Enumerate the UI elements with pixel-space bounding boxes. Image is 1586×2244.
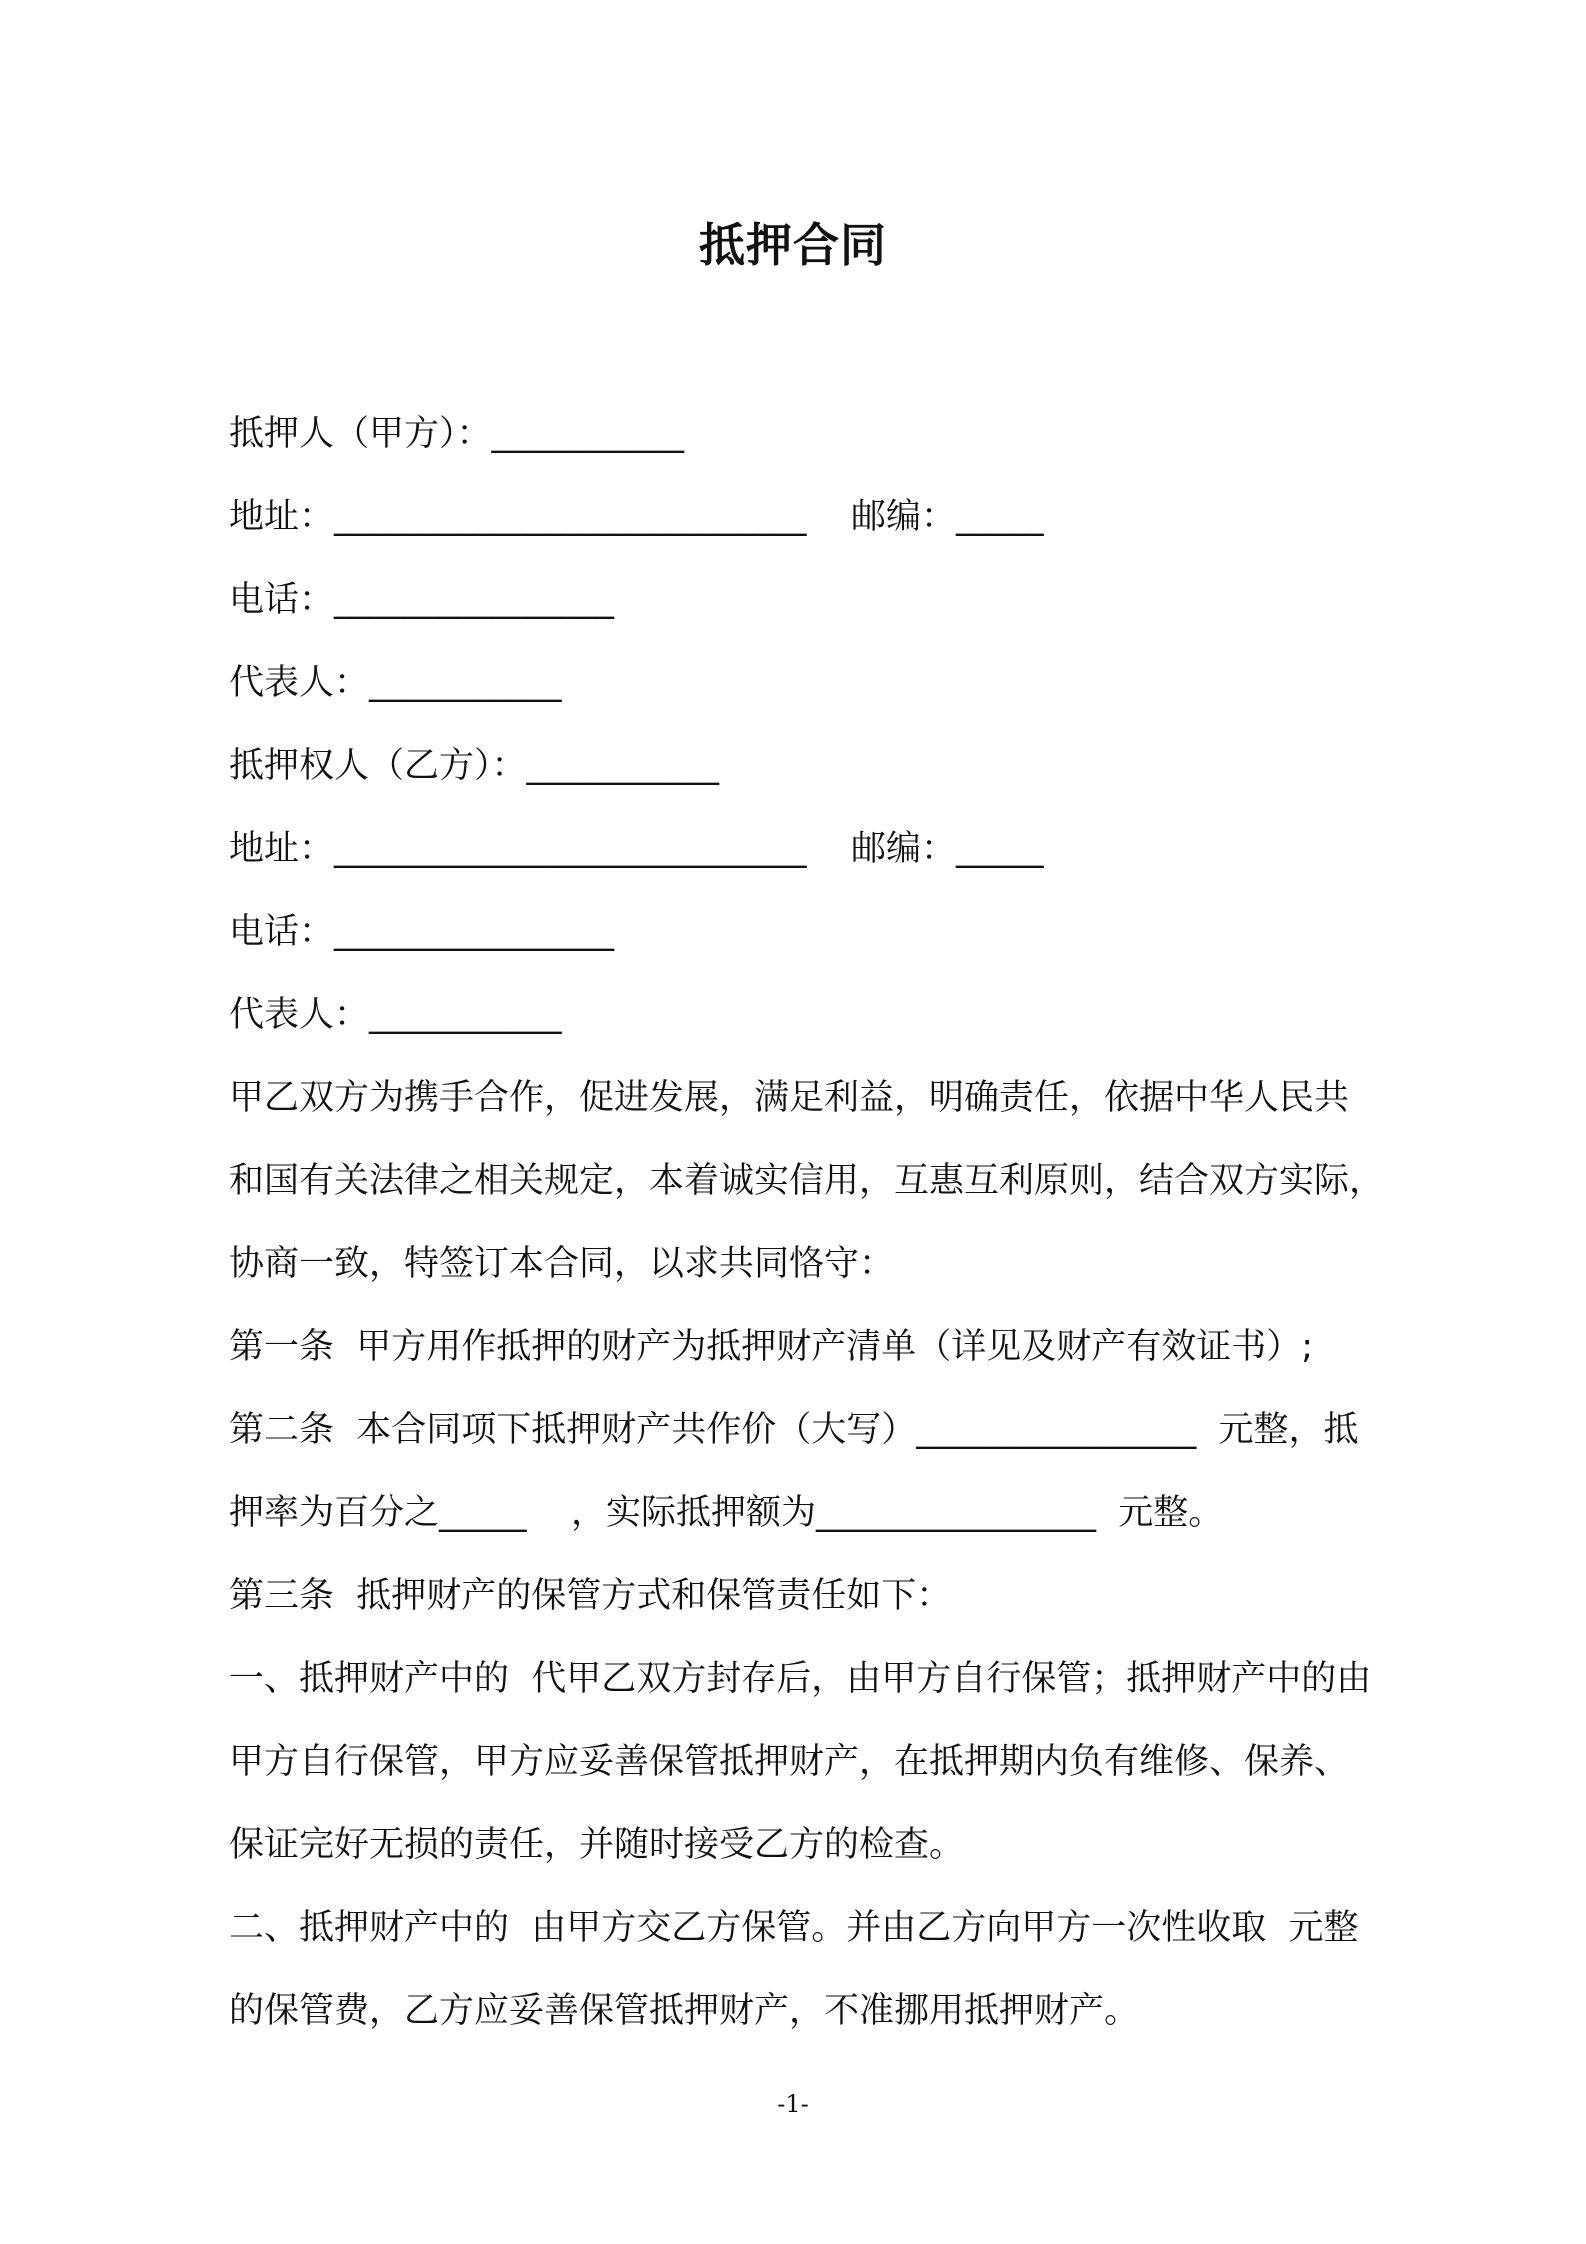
article-1-line: 第一条 甲方用作抵押的财产为抵押财产清单（详见及财产有效证书）; [229, 1327, 1314, 1367]
article-3-heading: 第三条 抵押财产的保管方式和保管责任如下： [229, 1576, 952, 1616]
clause-2-line-1: 二、抵押财产中的 由甲方交乙方保管。并由乙方向甲方一次性收取 元整 [229, 1908, 1359, 1948]
page-number: -1- [777, 2090, 809, 2118]
mortgagor-representative-line: 代表人：___________ [229, 663, 562, 703]
preamble-line-1: 甲乙双方为携手合作，促进发展，满足利益，明确责任，依据中华人民共 [229, 1078, 1350, 1118]
clause-1-line-1: 一、抵押财产中的 代甲乙双方封存后，由甲方自行保管；抵押财产中的由 [229, 1659, 1372, 1699]
preamble-line-2: 和国有关法律之相关规定，本着诚实信用，互惠互利原则，结合双方实际， [229, 1161, 1385, 1201]
mortgagee-phone-line: 电话：________________ [229, 912, 615, 952]
mortgagee-name-line: 抵押权人（乙方）：___________ [229, 746, 720, 786]
preamble-line-3: 协商一致，特签订本合同，以求共同恪守： [229, 1244, 895, 1284]
article-2-line-2: 押率为百分之_____ ，实际抵押额为________________ 元整。 [229, 1493, 1224, 1533]
clause-1-line-2: 甲方自行保管，甲方应妥善保管抵押财产，在抵押期内负有维修、保养、 [229, 1742, 1350, 1782]
clause-2-line-2: 的保管费，乙方应妥善保管抵押财产，不准挪用抵押财产。 [229, 1991, 1140, 2031]
mortgagor-phone-line: 电话：________________ [229, 580, 615, 620]
mortgagor-name-line: 抵押人（甲方）：___________ [229, 414, 685, 454]
document-title: 抵押合同 [699, 218, 887, 272]
mortgagor-address-line: 地址：___________________________ 邮编：_____ [229, 497, 1044, 537]
clause-1-line-3: 保证完好无损的责任，并随时接受乙方的检查。 [229, 1825, 965, 1865]
mortgagee-address-line: 地址：___________________________ 邮编：_____ [229, 829, 1044, 869]
article-2-line-1: 第二条 本合同项下抵押财产共作价（大写）________________ 元整，抵 [229, 1410, 1359, 1450]
mortgagee-representative-line: 代表人：___________ [229, 995, 562, 1035]
